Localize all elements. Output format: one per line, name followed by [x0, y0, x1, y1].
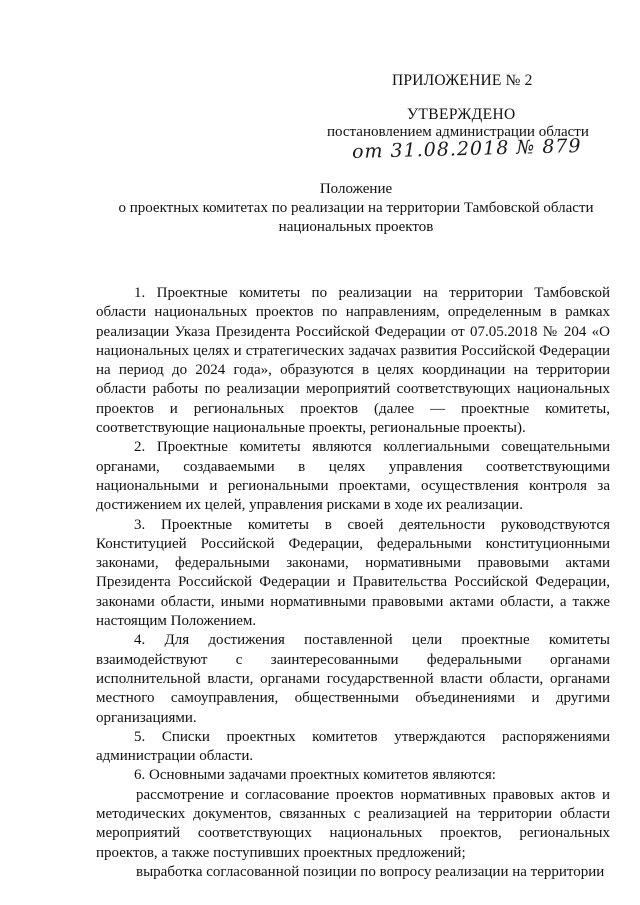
handwritten-date-number: от 31.08.2018 № 879: [351, 134, 582, 164]
paragraph-1: 1. Проектные комитеты по реализации на территории Тамбовской области национальных проектов по направлениям, определенным в рамках реализации Указа Президента Российской Федерации от 07.05.2018 № 204 «О национальных целях и стратегических задачах развития Российской Федерации на период до 2024 года», образуются в целях координации на территории области работы по реализации мероприятий соответствующих национальных проектов и региональных проектов (далее — проектные комитеты, соответствующие национальные проекты, региональные проекты).: [96, 285, 610, 437]
paragraph-2: 2. Проектные комитеты являются коллегиальными совещательными органами, создаваемыми в целях управления соответствующими национальными и региональными проектами, осуществления контроля за достижением их целей, управления рисками в ходе их реализации.: [96, 439, 610, 514]
paragraph-5: 5. Списки проектных комитетов утверждаются распоряжениями администрации области.: [96, 728, 610, 765]
title-line-2: о проектных комитетах по реализации на территории Тамбовской области: [118, 200, 594, 216]
decree-reference: постановлением администрации области: [327, 124, 589, 140]
document-body: [96, 284, 610, 882]
document-title: [96, 180, 616, 237]
paragraph-4: 4. Для достижения поставленной цели проектные комитеты взаимодействуют с заинтересованными федеральными органами исполнительной власти, органами государственной власти области, органами местного самоуправления, общественными объединениями и другими организациями.: [96, 632, 610, 726]
paragraph-3: 3. Проектные комитеты в своей деятельности руководствуются Конституцией Российской Федерации, федеральными конституционными законами, федеральными законами, нормативными правовыми актами Президента Российской Федерации и Правительства Российской Федерации, законами области, иными нормативными правовыми актами области, а также настоящим Положением.: [96, 516, 610, 630]
annex-number: ПРИЛОЖЕНИЕ № 2: [392, 72, 533, 89]
task-item-1: рассмотрение и согласование проектов нормативных правовых актов и методических документов, связанных с реализацией на территории области мероприятий соответствующих национальных проектов, региональных проектов, а также поступивших проектных предложений;: [96, 786, 610, 861]
approved-label: УТВЕРЖДЕНО: [407, 106, 516, 123]
title-line-3: национальных проектов: [278, 219, 434, 235]
title-line-1: Положение: [319, 181, 393, 197]
paragraph-6: 6. Основными задачами проектных комитетов являются:: [134, 767, 496, 784]
task-item-2: выработка согласованной позиции по вопросу реализации на территории: [136, 863, 605, 880]
